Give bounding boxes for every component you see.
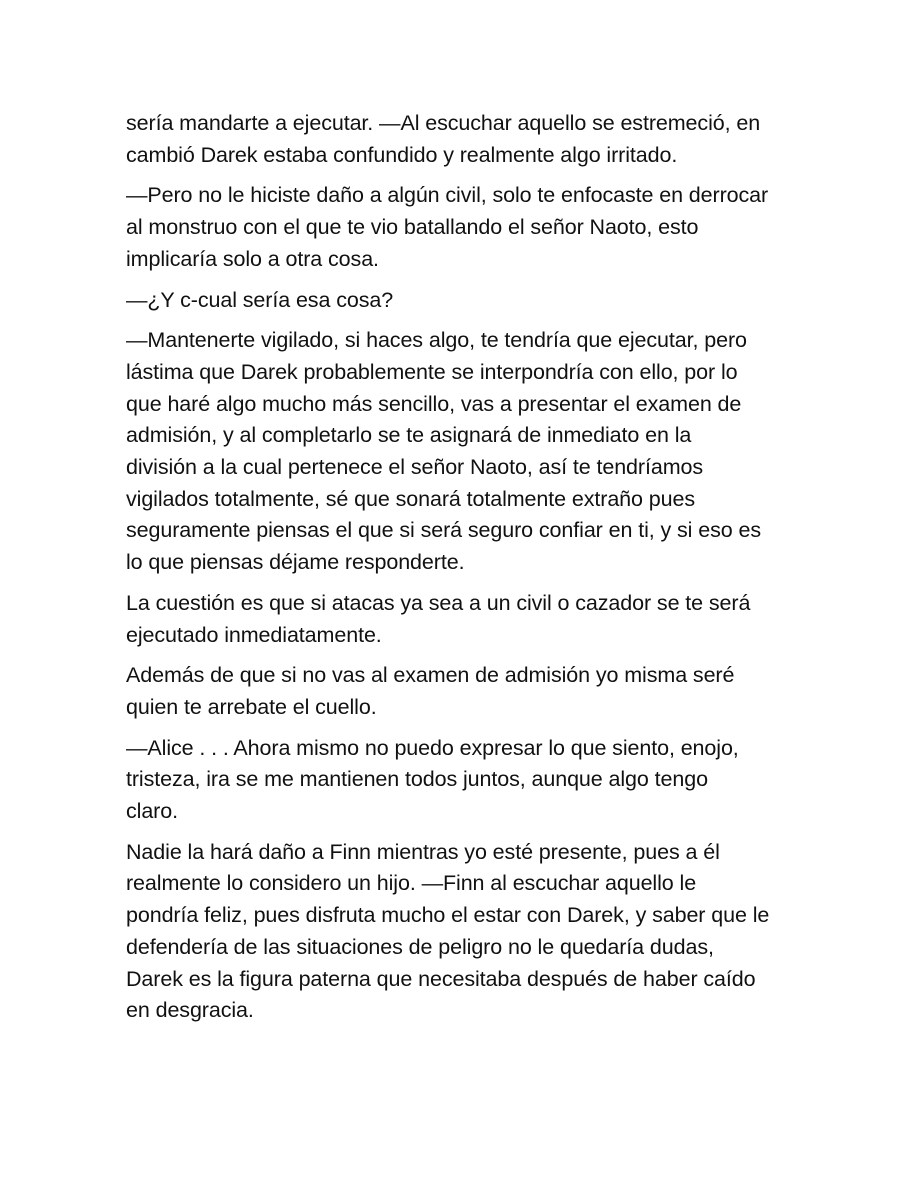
text-line: seguramente piensas el que si será seguro confiar en ti, y si eso es [126,518,761,543]
paragraph [126,180,786,275]
paragraph [126,285,786,317]
paragraph [126,588,786,651]
text-line: quien te arrebate el cuello. [126,694,377,719]
text-line: —Pero no le hiciste daño a algún civil, solo te enfocaste en derrocar [126,183,769,208]
text-line: claro. [126,799,178,824]
body-text [126,108,786,1036]
paragraph [126,660,786,723]
text-line: que haré algo mucho más sencillo, vas a presentar el examen de [126,391,742,416]
text-line: vigilados totalmente, sé que sonará totalmente extraño pues [126,486,695,511]
text-line: lo que piensas déjame responderte. [126,550,465,575]
text-line: al monstruo con el que te vio batallando el señor Naoto, esto [126,215,699,240]
text-line: realmente lo considero un hijo. —Finn al escuchar aquello le [126,871,697,896]
text-line: tristeza, ira se me mantienen todos juntos, aunque algo tengo [126,767,708,792]
text-line: división a la cual pertenece el señor Naoto, así te tendríamos [126,455,704,480]
text-line: cambió Darek estaba confundido y realmente algo irritado. [126,142,678,167]
text-line: admisión, y al completarlo se te asignará de inmediato en la [126,423,692,448]
text-line: defendería de las situaciones de peligro no le quedaría dudas, [126,934,714,959]
text-line: implicaría solo a otra cosa. [126,246,379,271]
text-line: —¿Y c-cual sería esa cosa? [126,287,394,312]
text-line: —Mantenerte vigilado, si haces algo, te tendría que ejecutar, pero [126,328,747,353]
text-line: Nadie la hará daño a Finn mientras yo esté presente, pues a él [126,839,720,864]
text-line: —Alice . . . Ahora mismo no puedo expresar lo que siento, enojo, [126,735,739,760]
text-line: ejecutado inmediatamente. [126,622,382,647]
text-line: sería mandarte a ejecutar. —Al escuchar aquello se estremeció, en [126,111,761,135]
text-line: Además de que si no vas al examen de admisión yo misma seré [126,663,735,688]
paragraph [126,733,786,828]
text-line: pondría feliz, pues disfruta mucho el estar con Darek, y saber que le [126,903,770,928]
paragraph [126,837,786,1027]
paragraph [126,108,786,171]
paragraph [126,325,786,579]
text-line: La cuestión es que si atacas ya sea a un civil o cazador se te será [126,590,751,615]
text-line: en desgracia. [126,998,254,1023]
text-line: Darek es la figura paterna que necesitaba después de haber caído [126,966,756,991]
text-line: lástima que Darek probablemente se interpondría con ello, por lo [126,359,738,384]
